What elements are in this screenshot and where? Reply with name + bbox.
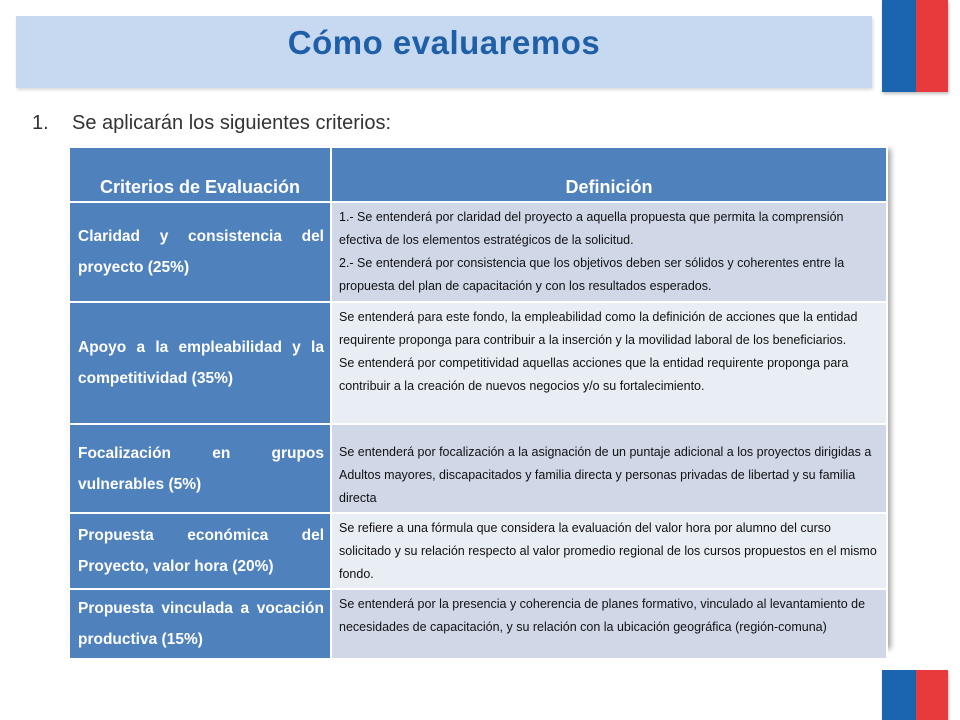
page-title: Cómo evaluaremos — [287, 24, 601, 61]
criterion-cell: Focalización en grupos vulnerables (5%) — [69, 424, 331, 513]
table-row — [69, 513, 887, 589]
criterion-cell: Propuesta vinculada a vocación productiva (15%) — [69, 589, 331, 659]
criteria-table-container — [68, 146, 888, 646]
intro-text: Se aplicarán los siguientes criterios: — [72, 112, 392, 134]
header-criteria: Criterios de Evaluación — [69, 147, 331, 202]
definition-cell — [331, 589, 887, 659]
title-bar — [16, 16, 872, 88]
criterion-cell: Apoyo a la empleabilidad y la competitividad (35%) — [69, 302, 331, 424]
definition-cell — [331, 513, 887, 589]
definition-paragraph: Se entenderá por la presencia y coherencia de planes formativo, vinculado al levantamiento de necesidades de capacitación, y su relación con la ubicación geográfica (región-comuna) — [339, 597, 866, 634]
list-number: 1. — [32, 112, 49, 134]
definition-paragraph: Se entenderá por competitividad aquellas acciones que la entidad requirente proponga para contribuir a la creación de nuevos negocios y/o su fortalecimiento. — [339, 356, 849, 393]
definition-paragraph: 1.- Se entenderá por claridad del proyecto a aquella propuesta que permita la comprensión efectiva de los elementos estratégicos de la solicitud. — [339, 210, 844, 247]
flag-blue-band — [882, 0, 916, 92]
definition-cell — [331, 202, 887, 302]
chile-flag-stripe-top — [882, 0, 948, 92]
intro-list-item — [32, 112, 391, 135]
table-row — [69, 424, 887, 513]
table-header-row — [69, 147, 887, 202]
definition-paragraph: Se entenderá para este fondo, la empleabilidad como la definición de acciones que la entidad requirente proponga para contribuir a la inserción y la movilidad laboral de los beneficiarios. — [339, 310, 858, 347]
flag-red-band — [916, 0, 948, 92]
criteria-table — [68, 146, 888, 660]
definition-paragraph: 2.- Se entenderá por consistencia que los objetivos deben ser sólidos y coherentes entre la propuesta del plan de capacitación y con los resultados esperados. — [339, 256, 845, 293]
criterion-cell: Propuesta económica del Proyecto, valor hora (20%) — [69, 513, 331, 589]
flag-blue-band — [882, 670, 916, 720]
definition-paragraph: Se refiere a una fórmula que considera la evaluación del valor hora por alumno del curso solicitado y su relación respecto al valor promedio regional de los cursos propuestos en el mismo fondo. — [339, 521, 877, 581]
definition-cell — [331, 424, 887, 513]
definition-paragraph: Se entenderá por focalización a la asignación de un puntaje adicional a los proyectos dirigidas a Adultos mayores, discapacitados y familia directa y personas privadas de libertad y su familia directa — [339, 445, 872, 505]
definition-cell — [331, 302, 887, 424]
flag-red-band — [916, 670, 948, 720]
chile-flag-stripe-bottom — [882, 670, 948, 720]
table-row — [69, 302, 887, 424]
table-row — [69, 202, 887, 302]
criterion-cell: Claridad y consistencia del proyecto (25%) — [69, 202, 331, 302]
table-row — [69, 589, 887, 659]
header-definition: Definición — [331, 147, 887, 202]
